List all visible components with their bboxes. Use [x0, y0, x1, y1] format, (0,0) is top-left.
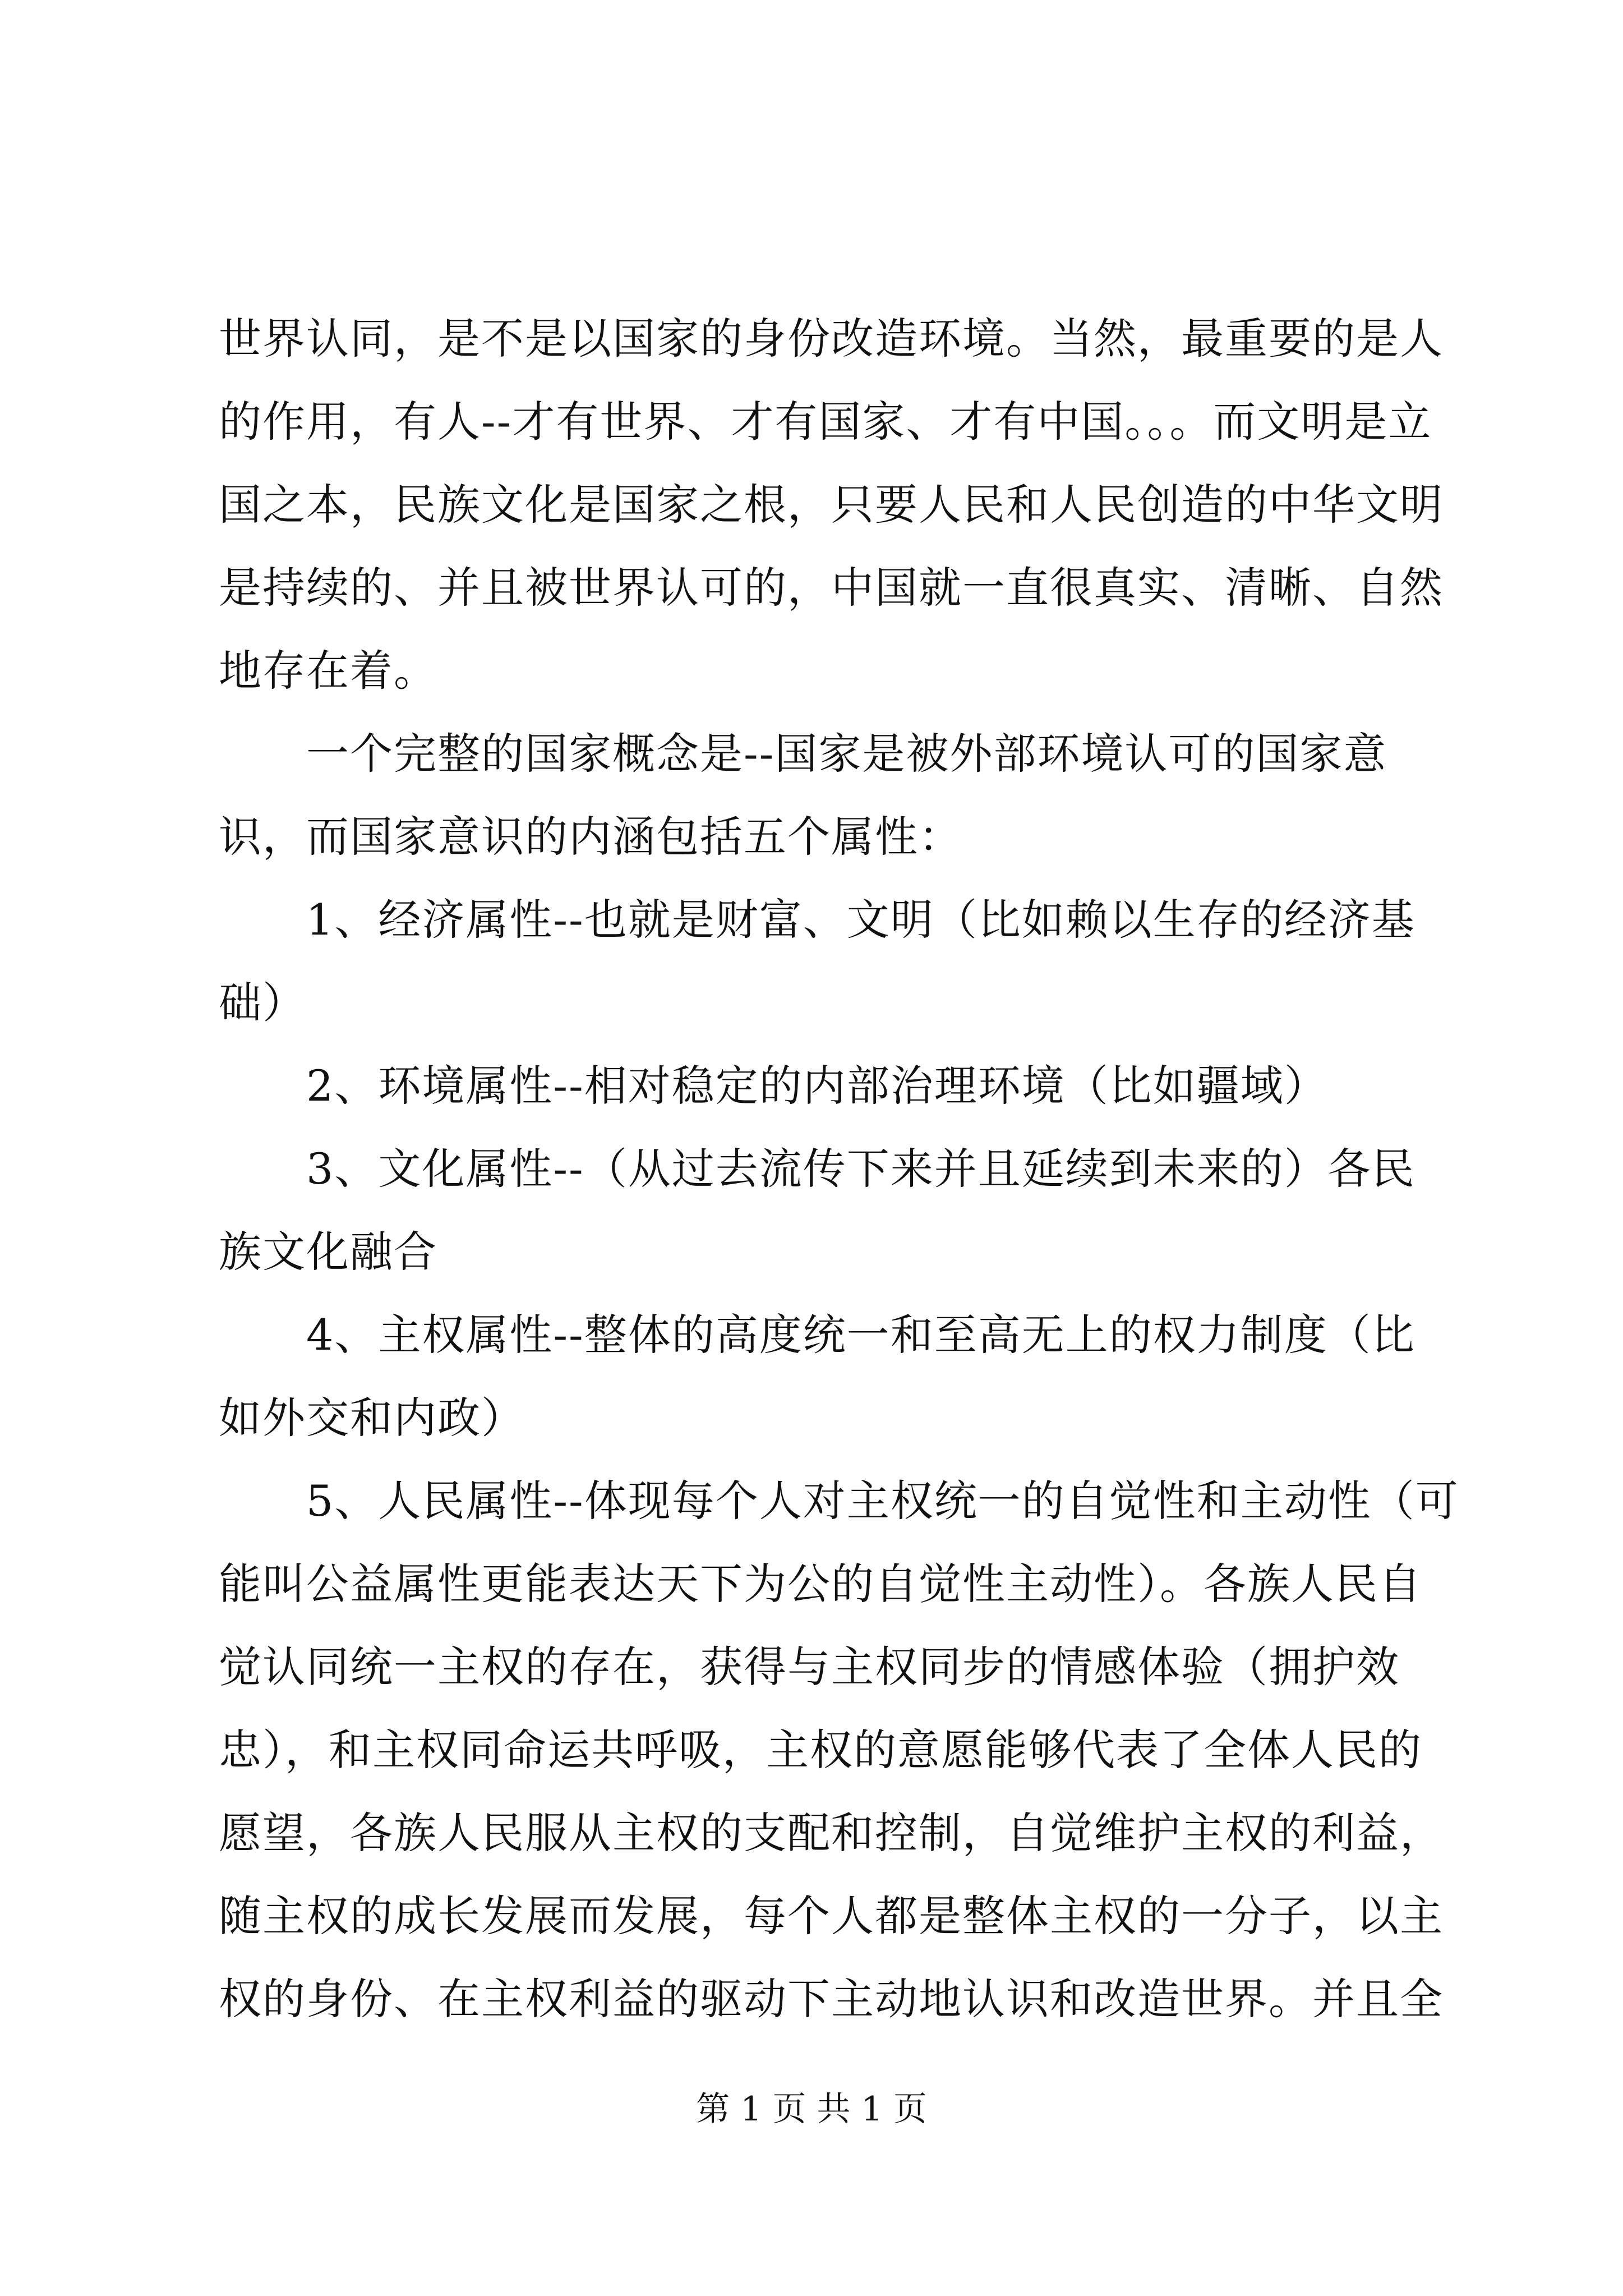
text-line: 础） — [219, 978, 306, 1028]
text-line: 国之本，民族文化是国家之根，只要人民和人民创造的中华文明 — [219, 480, 1444, 530]
text-line: 愿望，各族人民服从主权的支配和控制，自觉维护主权的利益， — [219, 1808, 1444, 1858]
text-line: 4、主权属性--整体的高度统一和至高无上的权力制度（比 — [306, 1310, 1415, 1360]
text-line: 一个完整的国家概念是--国家是被外部环境认可的国家意 — [306, 729, 1387, 779]
text-line: 忠），和主权同命运共呼吸，主权的意愿能够代表了全体人民的 — [219, 1725, 1422, 1775]
text-line: 随主权的成长发展而发展，每个人都是整体主权的一分子，以主 — [219, 1891, 1444, 1941]
document-body — [219, 297, 1459, 2041]
text-line: 权的身份、在主权利益的驱动下主动地认识和改造世界。并且全 — [219, 1974, 1444, 2024]
text-line: 如外交和内政） — [219, 1393, 525, 1443]
text-line: 地存在着。 — [219, 646, 437, 696]
text-line: 2、环境属性--相对稳定的内部治理环境（比如疆域） — [306, 1061, 1328, 1111]
text-line: 3、文化属性--（从过去流传下来并且延续到未来的）各民 — [306, 1144, 1415, 1194]
text-line: 1、经济属性--也就是财富、文明（比如赖以生存的经济基 — [306, 895, 1415, 945]
text-line: 是持续的、并且被世界认可的，中国就一直很真实、清晰、自然 — [219, 563, 1444, 613]
text-line: 能叫公益属性更能表达天下为公的自觉性主动性）。各族人民自 — [219, 1559, 1422, 1609]
text-line: 的作用，有人--才有世界、才有国家、才有中国。。。而文明是立 — [219, 397, 1432, 447]
text-line: 5、人民属性--体现每个人对主权统一的自觉性和主动性（可 — [306, 1476, 1459, 1526]
page-footer: 第 1 页 共 1 页 — [696, 2090, 927, 2129]
text-line: 识，而国家意识的内涵包括五个属性： — [219, 812, 962, 862]
text-line: 觉认同统一主权的存在，获得与主权同步的情感体验（拥护效 — [219, 1642, 1400, 1692]
text-line: 族文化融合 — [219, 1227, 437, 1277]
text-line: 世界认同，是不是以国家的身份改造环境。当然，最重要的是人 — [219, 314, 1444, 364]
